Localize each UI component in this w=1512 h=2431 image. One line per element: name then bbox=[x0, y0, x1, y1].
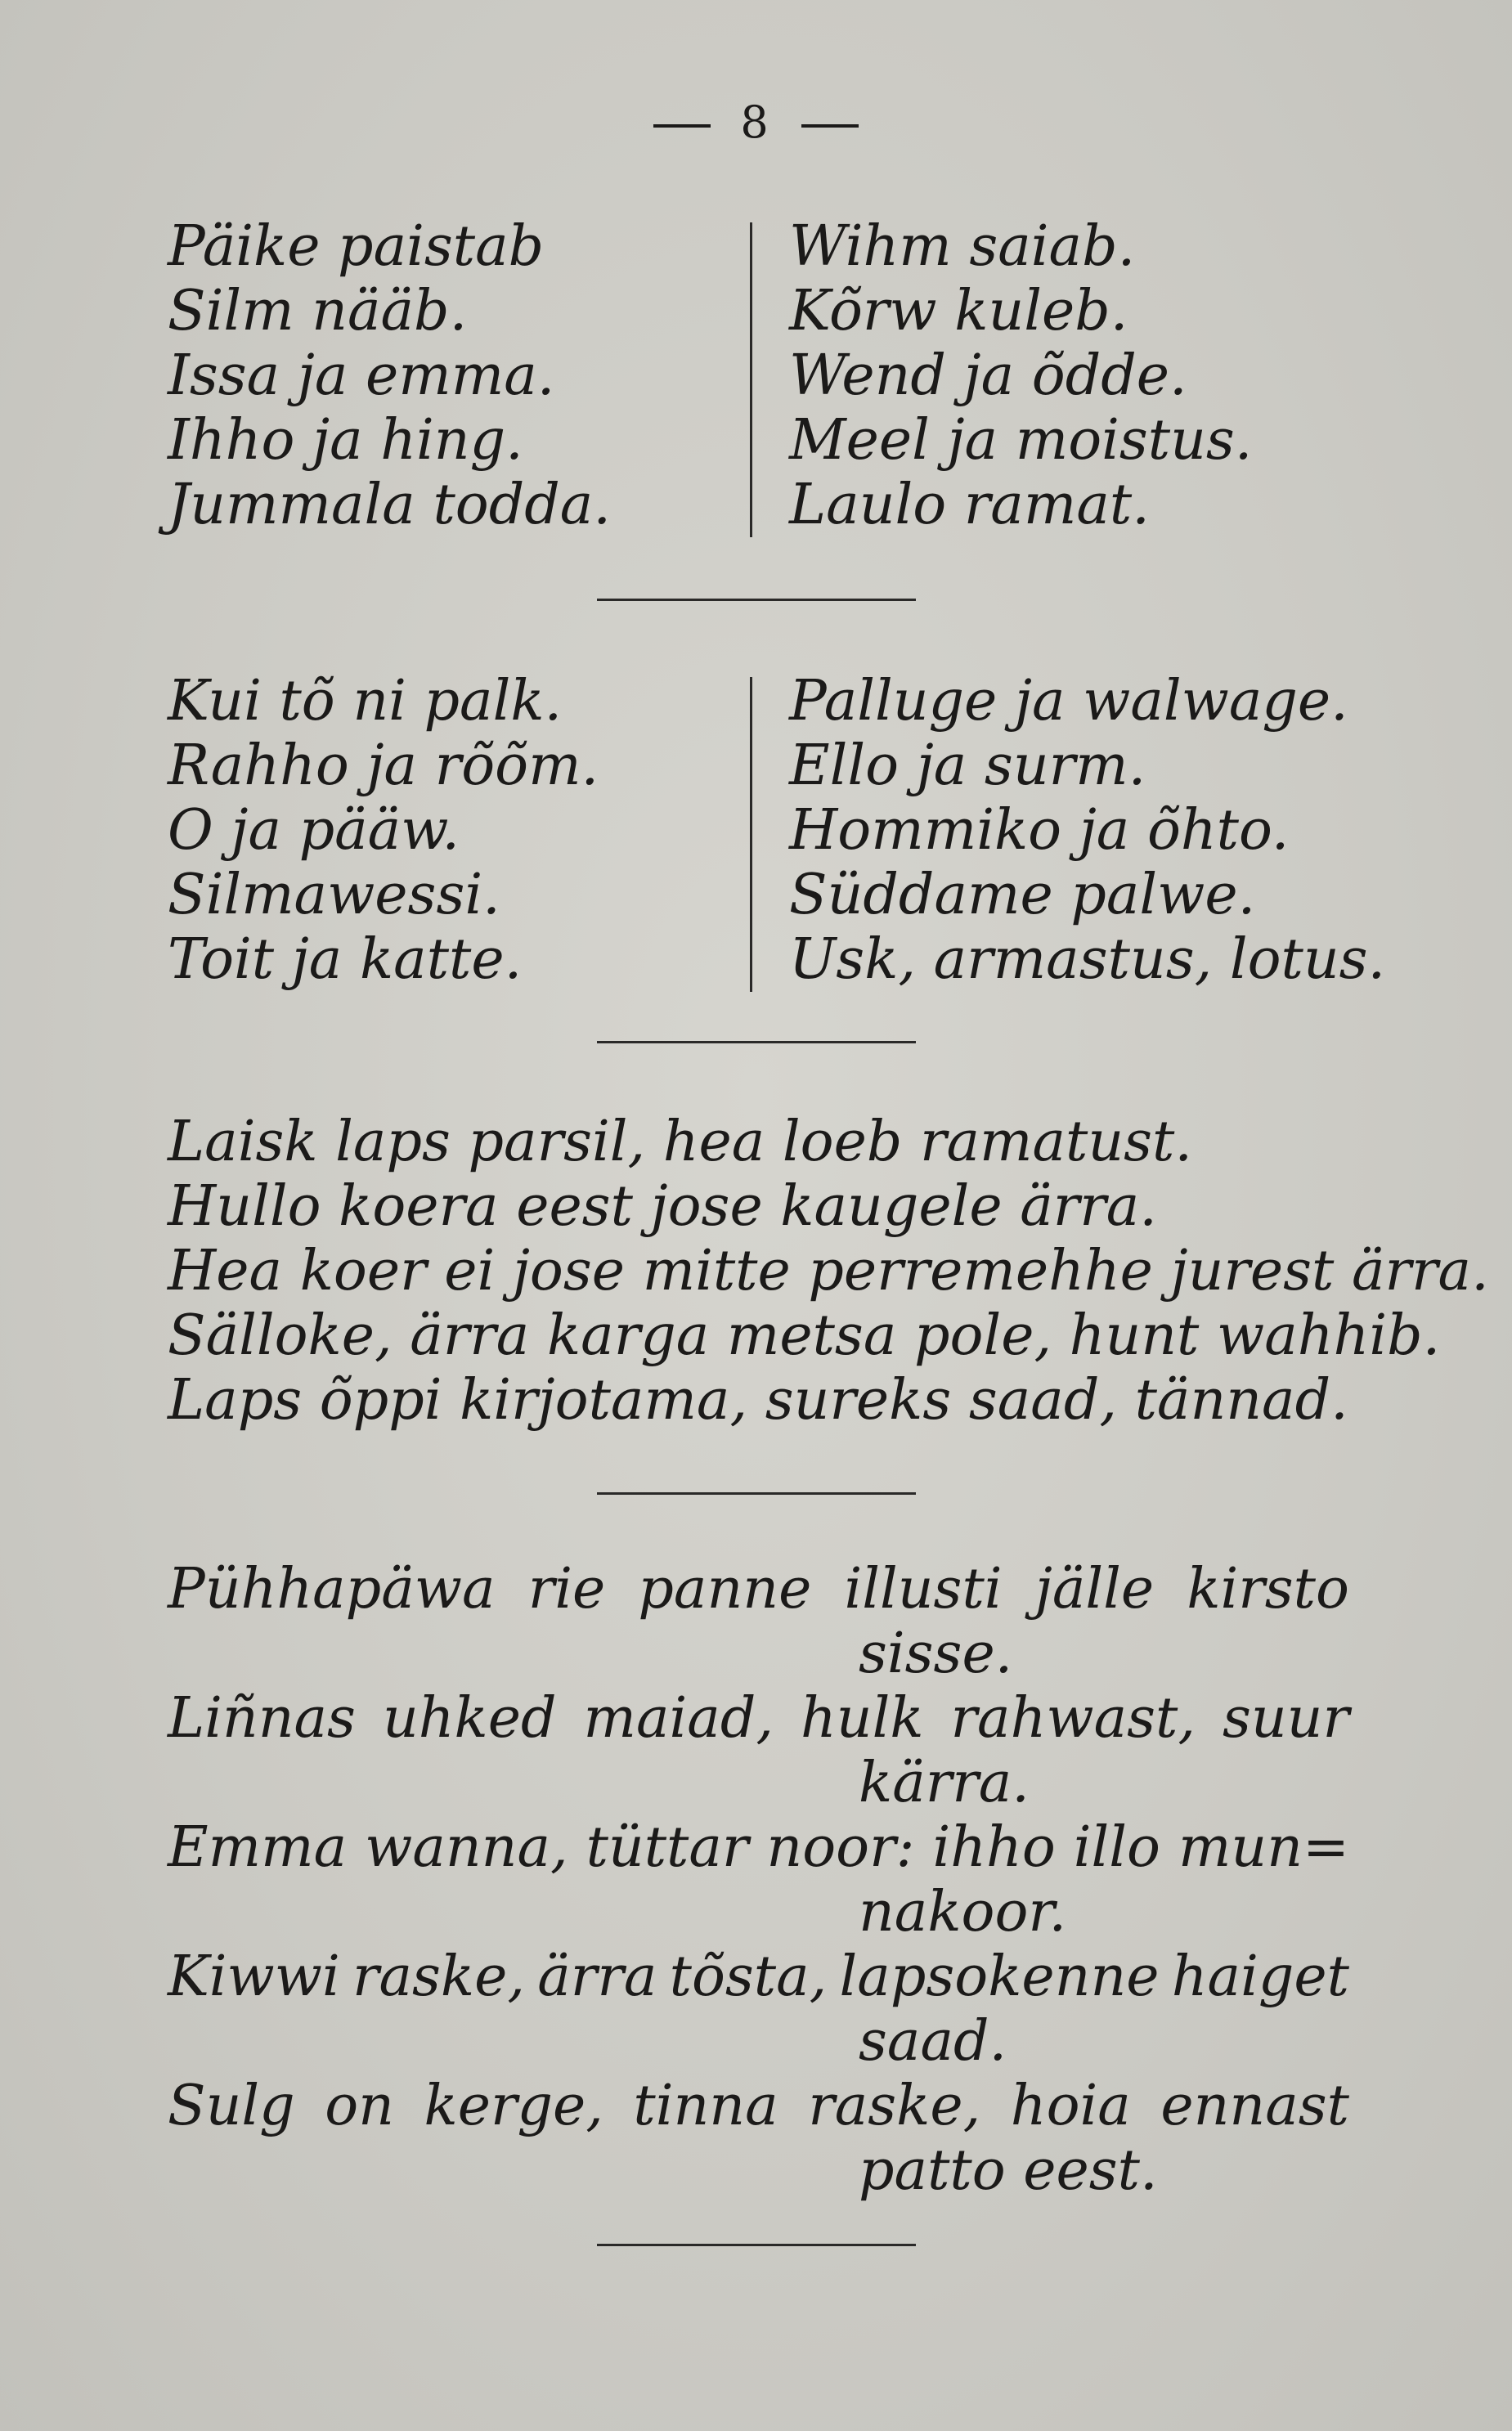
verse-line: Süddame palwe. bbox=[789, 863, 1256, 927]
proverb-line: Laps õppi kirjotama, sureks saad, tännad. bbox=[168, 1368, 1348, 1433]
verse-line: Kui tõ ni palk. bbox=[168, 669, 563, 733]
saying-continuation: patto eest. bbox=[859, 2138, 1158, 2203]
saying-entry bbox=[168, 1557, 1349, 1686]
verse-line: Wend ja õdde. bbox=[789, 343, 1187, 408]
saying-continuation: kärra. bbox=[859, 1751, 1030, 1815]
saying-continuation: nakoor. bbox=[859, 1880, 1067, 1944]
section-rule bbox=[597, 1492, 916, 1495]
verse-line: Palluge ja walwage. bbox=[789, 669, 1348, 733]
saying-entry bbox=[168, 1686, 1349, 1815]
saying-entry bbox=[168, 1944, 1349, 2074]
verse-block-1 bbox=[168, 214, 1353, 541]
proverb-line: Hullo koera eest jose kaugele ärra. bbox=[168, 1174, 1157, 1239]
saying-first-line: Kiwwi raske, ärra tõsta, lapsokenne haiget bbox=[168, 1944, 1349, 2009]
verse-line: Hommiko ja õhto. bbox=[789, 798, 1290, 863]
saying-first-line: Pühhapäwa rie panne illusti jälle kirsto bbox=[168, 1557, 1349, 1621]
verse-block-2 bbox=[168, 669, 1386, 996]
proverb-line: Laisk laps parsil, hea loeb ramatust. bbox=[168, 1110, 1192, 1174]
saying-continuation: saad. bbox=[859, 2009, 1007, 2074]
section-rule bbox=[597, 1041, 916, 1043]
verse-line: Jummala todda. bbox=[168, 473, 611, 537]
left-dash bbox=[653, 124, 711, 128]
saying-continuation: sisse. bbox=[859, 1621, 1013, 1686]
verse-line: Kõrw kuleb. bbox=[789, 279, 1128, 343]
verse-line: Toit ja katte. bbox=[168, 927, 523, 992]
proverb-line: Hea koer ei jose mitte perremehhe jurest ärra. bbox=[168, 1239, 1489, 1303]
right-dash bbox=[801, 124, 859, 128]
saying-entry bbox=[168, 2074, 1349, 2203]
saying-first-line: Liñnas uhked maiad, hulk rahwast, suur bbox=[168, 1686, 1349, 1751]
verse-column-right bbox=[789, 669, 1385, 992]
verse-line: Ihho ja hing. bbox=[168, 408, 523, 473]
verse-line: O ja pääw. bbox=[168, 798, 460, 863]
verse-line: Wihm saiab. bbox=[789, 214, 1136, 279]
saying-first-line: Sulg on kerge, tinna raske, hoia ennast bbox=[168, 2074, 1349, 2138]
section-rule bbox=[597, 2244, 916, 2246]
page-number: 8 bbox=[0, 96, 1512, 148]
verse-line: Päike paistab bbox=[168, 214, 545, 279]
column-divider bbox=[750, 222, 752, 537]
proverbs-block bbox=[168, 1110, 1489, 1433]
verse-line: Usk, armastus, lotus. bbox=[789, 927, 1386, 992]
column-divider bbox=[750, 677, 752, 992]
verse-column-right bbox=[789, 214, 1252, 537]
verse-line: Silm nääb. bbox=[168, 279, 468, 343]
verse-line: Issa ja emma. bbox=[168, 343, 555, 408]
verse-line: Ello ja surm. bbox=[789, 733, 1146, 798]
verse-line: Silmawessi. bbox=[168, 863, 500, 927]
verse-column-left bbox=[168, 214, 611, 537]
sayings-block bbox=[168, 1557, 1349, 2203]
verse-line: Rahho ja rõõm. bbox=[168, 733, 599, 798]
proverb-line: Sälloke, ärra karga metsa pole, hunt wahhib. bbox=[168, 1303, 1441, 1368]
verse-column-left bbox=[168, 669, 599, 992]
verse-line: Laulo ramat. bbox=[789, 473, 1150, 537]
section-rule bbox=[597, 599, 916, 601]
saying-entry bbox=[168, 1815, 1349, 1944]
verse-line: Meel ja moistus. bbox=[789, 408, 1253, 473]
saying-first-line: Emma wanna, tüttar noor: ihho illo mun= bbox=[168, 1815, 1349, 1880]
